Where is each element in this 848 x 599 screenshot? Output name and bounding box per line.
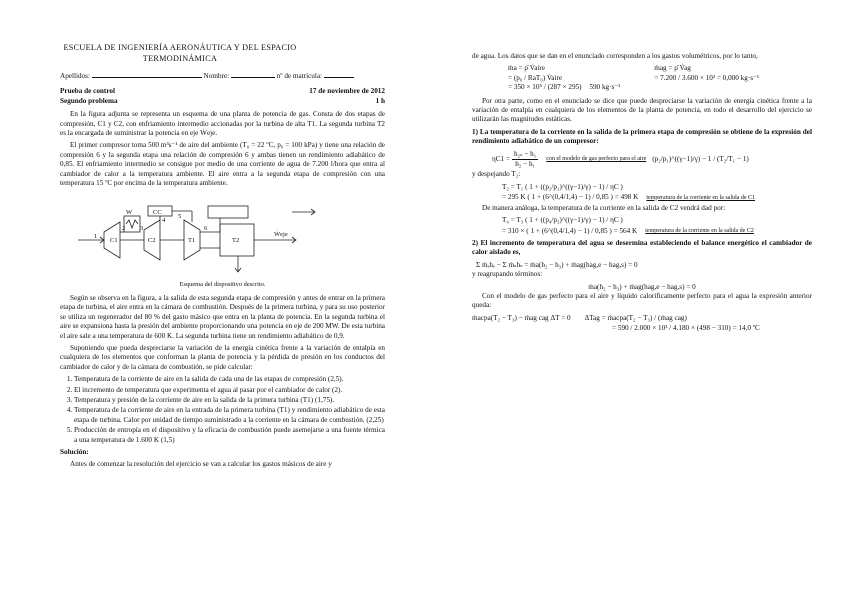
eq6-rhs: ΔTag = ṁacpa(T₂ − T₃) / (ṁag cag) [584,313,687,322]
air-eq-calc: = 350 × 10⁵ / (287 × 295) [508,83,582,92]
right-paragraph-2: Por otra parte, como en el enunciado se dice que puede despreciarse la variación de energía cinética frente a la variación de entalpía en cualquiera de los elementos de la planta de potencia, en todo el desarrollo del ejercicio se utilizarán las magnitudes estáticas. [472,96,812,124]
air-eq-result: 590 kg·s⁻¹ [589,83,621,92]
solution-intro: Antes de comenzar la resolución del ejercicio se van a calcular los gastos másicos de aire y [70,460,332,469]
right-paragraph-4: Con el modelo de gas perfecto para el aire y líquido calorificamente perfecto para el agua la expresión anterior queda: [472,291,812,310]
state-1: 1 [94,233,98,241]
plant-diagram-svg [60,192,385,278]
reagrupando-text: y reagrupando términos: [472,270,543,279]
air-eq-line-2: = (p₀ / RaT₀) V̇aire [508,73,563,82]
name-field[interactable] [231,70,275,78]
water-flow-eq [654,64,759,92]
eq3-numeric: = 310 × ( 1 + (6^(0,4/1,4) − 1) / 0,85 ) = 564 K [502,226,638,235]
label-t1: T1 [188,237,196,245]
label-c2: C2 [148,237,156,245]
eq1-rhs: (p₂/p₁)^((γ−1)/γ) − 1 / (T₂/T₁ − 1) [652,154,749,163]
air-flow-eq [508,64,620,92]
t4-equation [502,216,812,236]
question-1: 1. Temperatura de la corriente de aire en la salida de cada una de las etapas de compresión (2,5). [74,375,385,384]
intro-paragraph-1: En la figura adjunta se representa un esquema de una planta de potencia de gas. Consta de dos etapas de compresión, C1 y C2, con enfriamiento intermedio accionadas por la turbina de alta T1. La segunda turbina T2 es la encargada de suministrar la potencia en eje Ẇeje. [60,110,385,138]
id-field[interactable] [324,70,354,78]
eq1-fraction [512,150,538,170]
state-6: 6 [204,225,208,233]
course-title: TERMODINÁMICA [142,54,218,63]
eq3-note: temperatura de la corriente en la salida de C2 [645,227,754,234]
air-eq-line-3 [508,83,620,92]
regrouped-eq: ṁa(h₂ − h₃) + ṁag(hag,e − hag,s) = 0 [588,282,696,291]
eq2-note: temperatura de la corriente en la salida de C1 [646,194,755,201]
label-w: W [126,209,133,217]
eq6-numeric: = 590 / 2.000 × 10³ / 4.180 × (498 − 310) = 14,0 ºC [612,324,760,333]
student-fields [60,70,385,81]
exam-date: 17 de noviembre de 2012 [309,87,385,96]
question-2-heading: 2) El incremento de temperatura del agua se desermina estableciendo el balance energético el cambiador de calor aislado es, [472,238,812,257]
eq1-num: h₂ₛ − h₁ [512,150,538,160]
body-paragraph-2: Suponiendo que pueda despreciarse la variación de la energía cinética frente a la variación de entalpía en cualquiera de los elementos que conforman la planta de potencia y la pérdida de presión en los conductos del cambiador de calor y de la cámara de combustión, se pide calcular: [60,343,385,371]
right-column [472,52,812,334]
eq2-numeric: = 295 K ( 1 + (6^(0,4/1,4) − 1) / 0,85 ) = 498 K [502,193,639,202]
label-cc: CC [153,209,162,217]
question-1-heading: 1) La temperatura de la corriente en la salida de la primera etapa de compresión se obtiene de la expresión del rendimiento adiabático de un compresor: [472,127,812,146]
surname-field[interactable] [92,70,202,78]
water-eq-line-1: ṁag = ρ̄ V̇ag [654,64,691,73]
question-2: 2. El incremento de temperatura que experimenta el agua al pasar por el cambiador de calor (2). [74,386,385,395]
id-label: nº de matrícula: [276,72,323,80]
solution-label: Solución: [60,447,89,456]
surname-label: Apellidos: [60,72,90,80]
question-list [74,375,385,445]
figure-caption: Esquema del dispositivo descrito. [179,281,266,289]
right-paragraph-1: de agua. Los datos que se dan en el enunciado corresponden a los gastos volumétricos, por lo tanto, [472,52,758,60]
eq2-symbolic: T₂ = T₁ ( 1 + ((p₂/p₁)^((γ−1)/γ) − 1) / ηC ) [502,182,623,191]
problem-row [60,97,385,106]
left-column [60,42,385,473]
eq3-numeric-row [502,227,812,236]
state-4: 4 [162,217,166,225]
question-4: 4. Temperatura de la corriente de aire en la entrada de la primera turbina (T1) y rendimiento adiabático de esta etapa de turbina. Calor por unidad de tiempo suministrado a la corriente en la cámara de combustión. (2,25) [74,406,385,425]
problem-duration: 1 h [375,96,385,105]
state-5: 5 [178,213,182,221]
air-eq-line-1: ṁa = ρ̄ V̇aire [508,64,545,73]
delta-t-equation [472,314,812,323]
exam-row [60,87,385,96]
eq1-den: h₂ − h₁ [515,160,536,169]
school-title: ESCUELA DE INGENIERÍA AERONÁUTICA Y DEL ESPACIO [63,43,297,52]
eq6-lhs: ṁacpa(T₂ − T₃) − ṁag cag ΔT = 0 [472,313,571,322]
state-2: 2 [122,225,126,233]
efficiency-equation [492,150,812,170]
state-3: 3 [140,225,144,233]
eq2-numeric-row [502,193,812,202]
right-paragraph-3: De manera análoga, la temperatura de la corriente en la salida de C2 vendrá dad por: [482,203,726,212]
label-weje: Ẇeje [274,231,288,239]
label-t2: T2 [232,237,240,245]
intro-paragraph-2: El primer compresor toma 500 m³s⁻¹ de aire del ambiente (T₀ = 22 ºC, p₀ = 100 kPa) y tiene una relación de compresión 6 y la segunda etapa una relación de compresión 6 y ambas tienen un rendimiento adiabático de 0,85. El enfriamiento intermedio se consigue por medio de una corriente de agua de 7.200 l/hora que entra al cambiador de calor a la temperatura ambiente. El aire entra a la segunda etapa de compresión con una temperatura 15 ºC por encima de la temperatura ambiente. [60,141,385,188]
name-label: Nombre: [203,72,230,80]
water-eq-line-2: = 7.200 / 3.600 × 10³ = 0,000 kg·s⁻¹ [654,73,759,82]
mass-flow-equations [508,64,812,92]
despejando-text: y despejando T₂: [472,170,521,179]
problem-label: Segundo problema [60,96,118,105]
energy-balance-eq: Σ ṁₑhₑ − Σ ṁₛhₛ = ṁa(h₂ − h₃) + ṁag(hag,e − hag,s) = 0 [476,260,638,269]
question-5: 5. Producción de entropía en el dispositivo y la eficacia de combustión puede asemejarse a una fuente térmica a una temperatura de 1.600 K (1,5) [74,426,385,445]
t2-equation [502,183,812,203]
eq3-symbolic: T₄ = T₃ ( 1 + ((p₄/p₃)^((γ−1)/γ) − 1) / ηC ) [502,216,623,225]
question-3: 3. Temperatura y presión de la corriente de aire en la salida de la primera turbina (T1) (1,75). [74,396,385,405]
eq1-lhs: ηC1 = [492,154,510,163]
body-paragraph-1: Según se observa en la figura, a la salida de esta segunda etapa de compresión y antes de entrar en la primera etapa de turbina, el aire entra en la cámara de combustión. Después de la primera turbina, y para su uso posterior se utiliza un regenerador del 80 % del gasto másico que entra en la planta de potencia. En la segunda turbina el aire se expansiona hasta la presión del ambiente proporcionando una potencia en eje de 200 MW. De esta turbina el aire sale a una temperatura de 600 K. La segunda turbina tiene un rendimiento adiabático de 0,9. [60,293,385,340]
eq1-note: con el modelo de gas perfecto para el aire [546,156,647,163]
label-c1: C1 [110,237,118,245]
plant-diagram [60,192,385,278]
exam-label: Prueba de control [60,87,115,96]
